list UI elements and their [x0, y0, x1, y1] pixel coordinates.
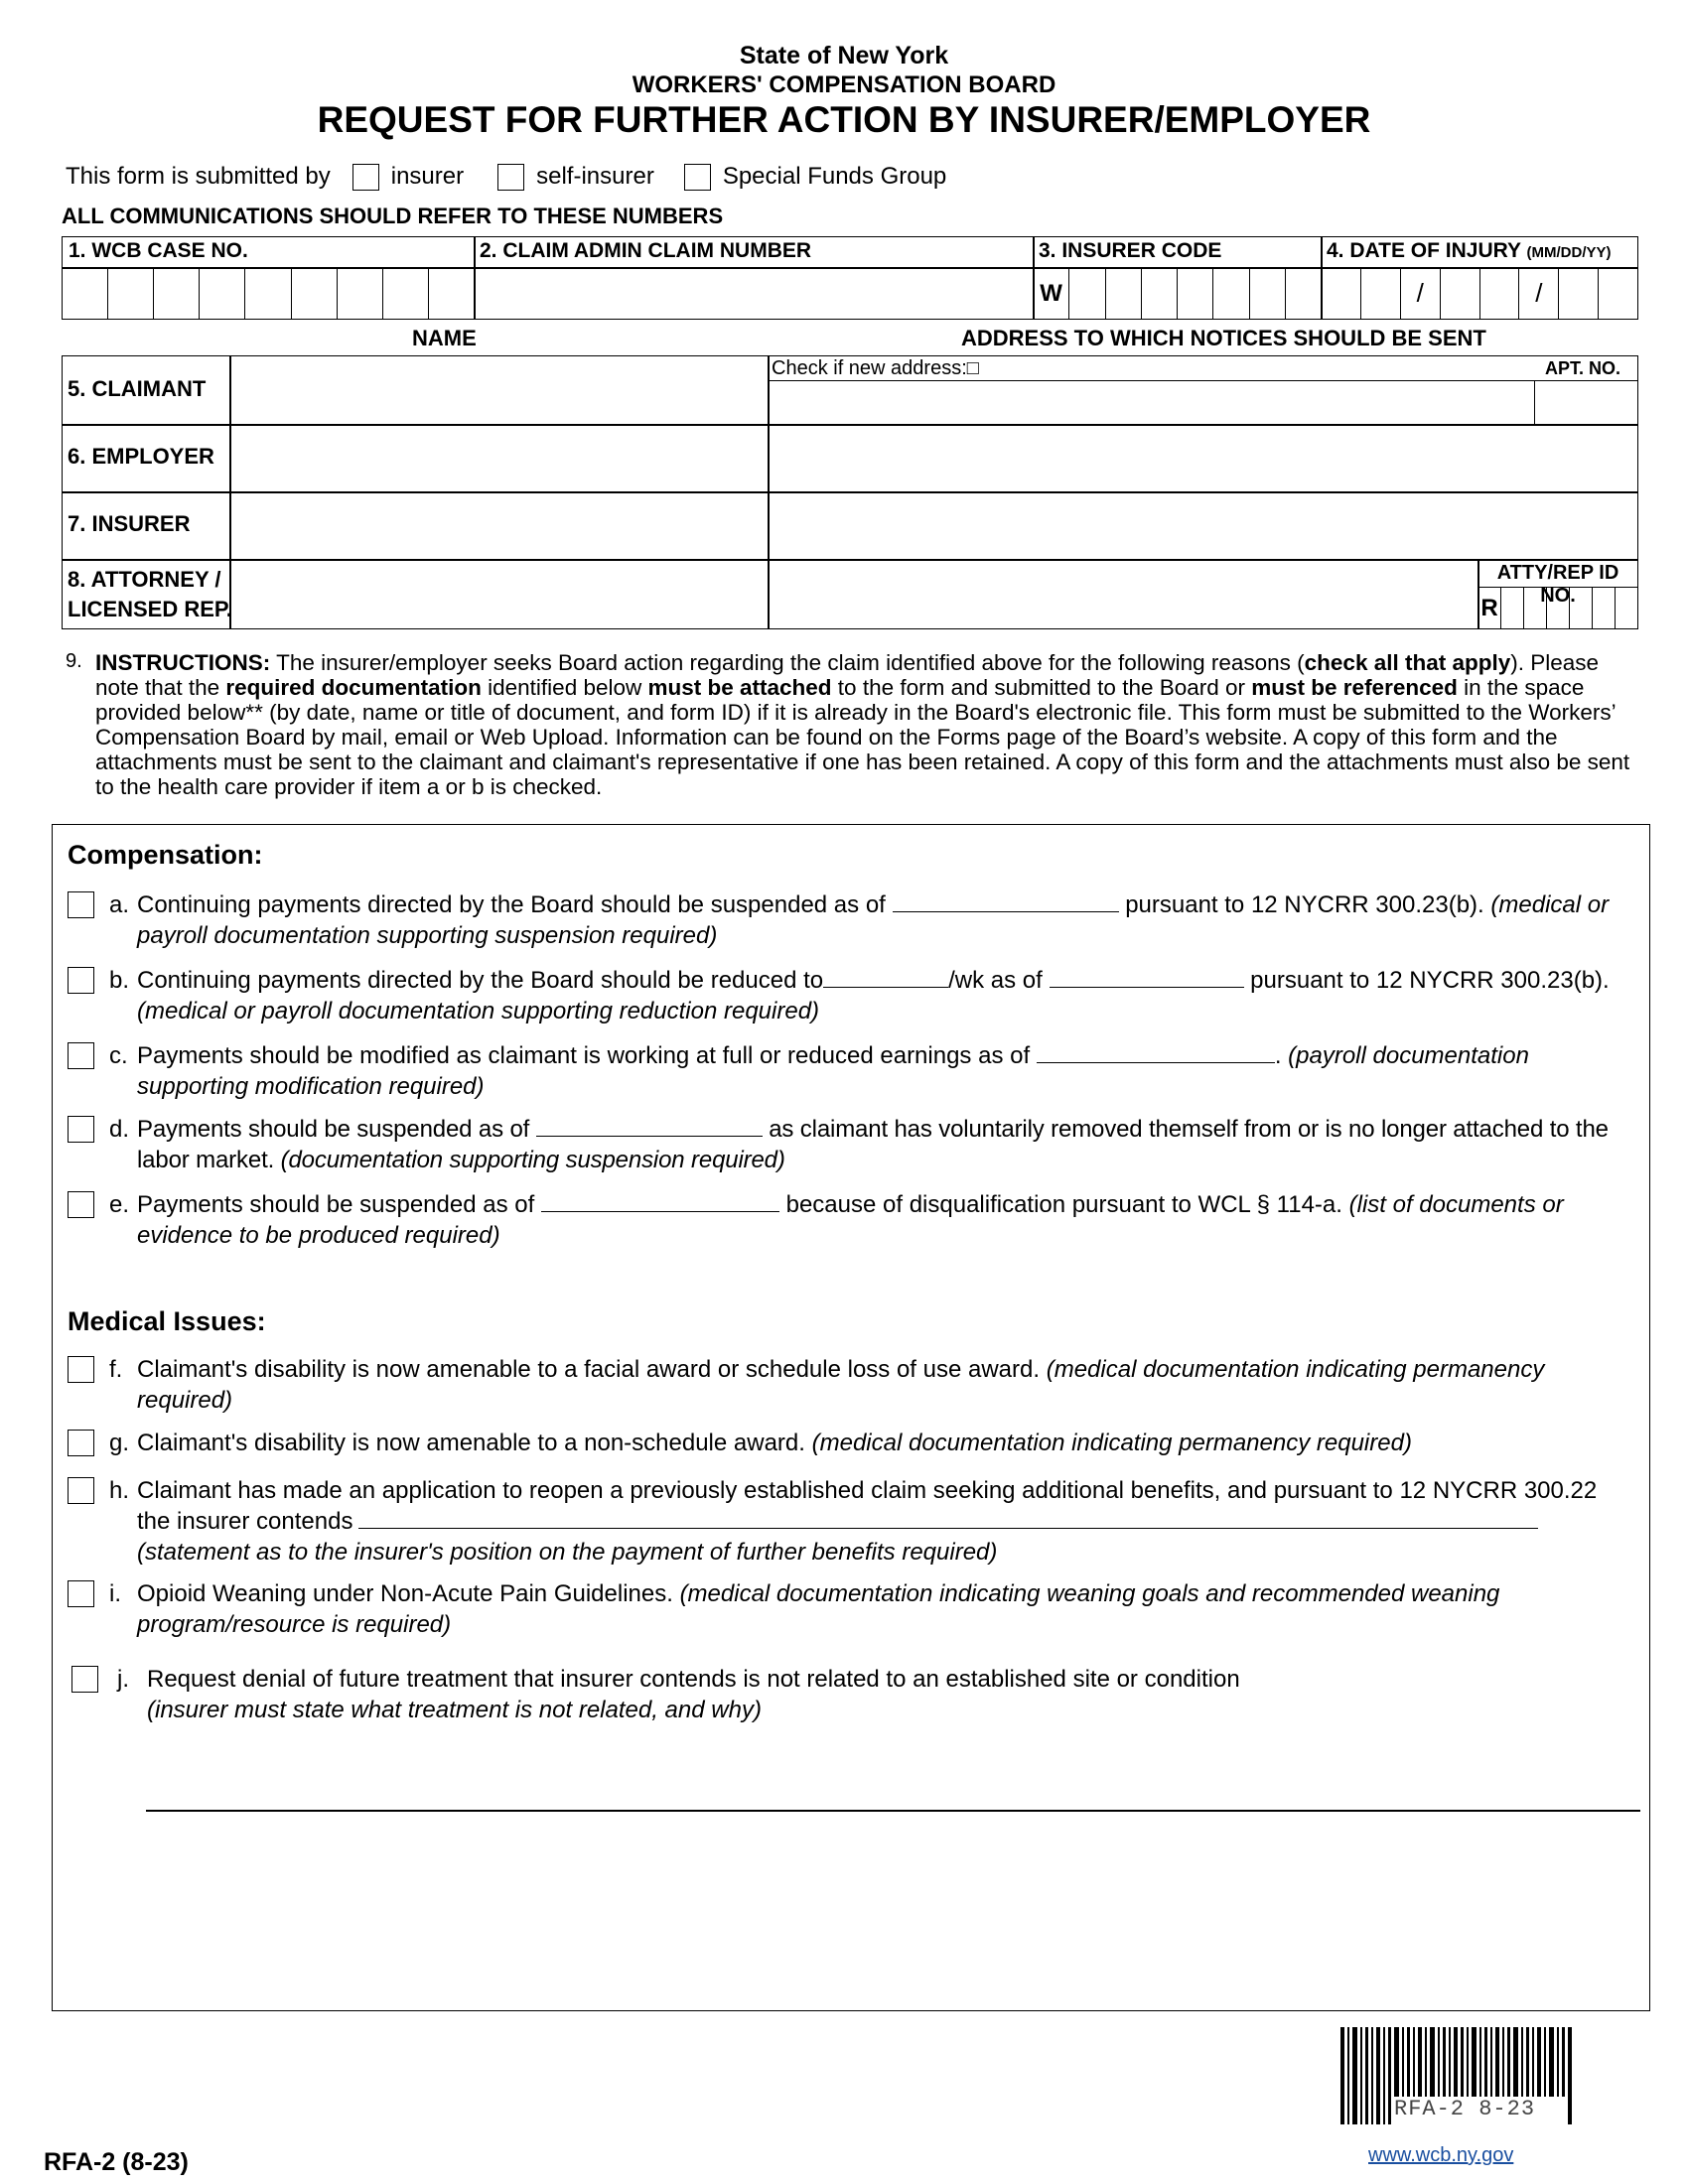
item-e: e. Payments should be suspended as of because of disqualification pursuant to WCL § 114-a. (list of documents or evidence to be produced required) — [68, 1189, 1636, 1255]
apt-no-label: APT. NO. — [1544, 358, 1620, 378]
name-header: NAME — [412, 326, 477, 350]
item-g-checkbox[interactable] — [68, 1430, 94, 1456]
item-b: b. Continuing payments directed by the Board should be reduced to /wk as of pursuant to 12 NYCRR 300.23(b). (medical or payroll documentation supporting reduction required) — [68, 965, 1636, 1030]
address-header: ADDRESS TO WHICH NOTICES SHOULD BE SENT — [961, 326, 1486, 350]
form-title: REQUEST FOR FURTHER ACTION BY INSURER/EMPLOYER — [317, 99, 1371, 140]
atty-id-prefix: R — [1478, 588, 1501, 628]
atty-id-label: ATTY/REP ID NO. — [1496, 562, 1619, 607]
instructions-text: INSTRUCTIONS: The insurer/employer seeks Board action regarding the claim identified above for the following reasons (check all that apply). Please note that the required documentation identified below must be attached to the form and submitted to the Board or must be referenced in the space provided below** (by date, name or title of document, and form ID) if it is already in the Board's electronic file. This form must be submitted to the Workers’ Compensation Board by mail, email or Web Upload. Information can be found on the Forms page of the Board’s website. A copy of this form and the attachments must be sent to the claimant and claimant's representative if one has been retained. A copy of this form and the attachments must also be sent to the health care provider if item a or b is checked. — [95, 650, 1630, 799]
item-f: f. Claimant's disability is now amenable to a facial award or schedule loss of use award. (medical documentation indicating permanency required) — [68, 1354, 1636, 1420]
item-g-letter: g. — [109, 1430, 130, 1456]
attorney-name-input[interactable] — [231, 561, 768, 628]
date-slash-1: / — [1401, 268, 1441, 319]
item-a-letter: a. — [109, 891, 130, 918]
item-b-amount-field[interactable] — [823, 967, 948, 988]
wcb-case-input[interactable] — [63, 268, 474, 319]
claimant-name-input[interactable] — [231, 356, 768, 424]
date-injury-label: 4. DATE OF INJURY (MM/DD/YY) — [1327, 239, 1612, 262]
wcb-case-label: 1. WCB CASE NO. — [69, 239, 248, 262]
submitted-by-row — [66, 163, 946, 191]
state-title: State of New York — [739, 42, 949, 69]
item-d: d. Payments should be suspended as of as claimant has voluntarily removed themself from or is no longer attached to the labor market. (documentation supporting suspension required) — [68, 1114, 1636, 1179]
claim-admin-label: 2. CLAIM ADMIN CLAIM NUMBER — [480, 239, 812, 262]
item-h-statement-field[interactable] — [358, 1508, 1538, 1529]
item-i: i. Opioid Weaning under Non-Acute Pain Guidelines. (medical documentation indicating weaning goals and recommended weaning program/resource is required) — [68, 1578, 1636, 1644]
employer-address-input[interactable] — [770, 426, 1637, 491]
claimant-address-input[interactable] — [769, 382, 1533, 422]
website-link[interactable]: www.wcb.ny.gov — [1368, 2144, 1514, 2166]
item-f-letter: f. — [109, 1356, 123, 1383]
claim-admin-input[interactable] — [476, 268, 1032, 319]
compensation-heading: Compensation: — [68, 840, 263, 870]
communications-note: ALL COMMUNICATIONS SHOULD REFER TO THESE NUMBERS — [62, 204, 724, 228]
item-c-checkbox[interactable] — [68, 1042, 94, 1069]
insurer-code-input[interactable] — [1034, 268, 1321, 319]
item-a-date-field[interactable] — [893, 891, 1119, 912]
barcode — [1338, 2027, 1575, 2124]
instructions-number: 9. — [66, 650, 82, 672]
new-address-checkbox[interactable]: Check if new address:□ — [772, 357, 979, 379]
atty-id-input[interactable] — [1478, 588, 1637, 628]
insurer-checkbox[interactable] — [352, 164, 379, 191]
item-f-checkbox[interactable] — [68, 1356, 94, 1383]
medical-heading: Medical Issues: — [68, 1306, 266, 1336]
self-insurer-checkbox[interactable] — [497, 164, 524, 191]
item-c: c. Payments should be modified as claimant is working at full or reduced earnings as of . (payroll documentation supporting modification required) — [68, 1040, 1636, 1106]
item-e-checkbox[interactable] — [68, 1191, 94, 1218]
attorney-label: 8. ATTORNEY / LICENSED REP. — [68, 567, 232, 621]
item-j: j. Request denial of future treatment that insurer contends is not related to an established site or condition (insurer must state what treatment is not related, and why) — [71, 1664, 1640, 1729]
submitted-by-label: This form is submitted by — [66, 163, 331, 190]
item-e-letter: e. — [109, 1191, 130, 1218]
item-d-checkbox[interactable] — [68, 1116, 94, 1143]
item-g: g. Claimant's disability is now amenable to a non-schedule award. (medical documentation indicating permanency required) — [68, 1428, 1636, 1461]
insurer-code-label: 3. INSURER CODE — [1039, 239, 1222, 262]
board-title: WORKERS' COMPENSATION BOARD — [632, 71, 1056, 98]
parties-box — [62, 355, 1638, 629]
barcode-text: RFA-2 8-23 — [1394, 2097, 1536, 2121]
item-j-checkbox[interactable] — [71, 1666, 98, 1693]
item-d-letter: d. — [109, 1116, 130, 1143]
form-id: RFA-2 (8-23) — [44, 2148, 189, 2176]
insurer-label: 7. INSURER — [68, 511, 191, 536]
item-c-letter: c. — [109, 1042, 128, 1069]
claimant-label: 5. CLAIMANT — [68, 376, 207, 401]
item-e-date-field[interactable] — [541, 1191, 779, 1212]
apt-no-input[interactable] — [1536, 382, 1635, 422]
item-j-explanation-field[interactable] — [146, 1810, 1640, 1812]
attorney-address-input[interactable] — [770, 561, 1477, 628]
special-funds-option-label: Special Funds Group — [722, 163, 947, 190]
item-a: a. Continuing payments directed by the Board should be suspended as of pursuant to 12 NYCRR 300.23(b). (medical or payroll documentation supporting suspension required) — [68, 889, 1636, 955]
insurer-address-input[interactable] — [770, 493, 1637, 559]
item-d-date-field[interactable] — [536, 1116, 763, 1137]
date-slash-2: / — [1519, 268, 1559, 319]
self-insurer-option-label: self-insurer — [536, 163, 654, 190]
item-h-letter: h. — [109, 1477, 130, 1504]
item-i-checkbox[interactable] — [68, 1580, 94, 1607]
special-funds-checkbox[interactable] — [684, 164, 711, 191]
date-injury-input[interactable] — [1322, 268, 1637, 319]
employer-label: 6. EMPLOYER — [68, 444, 214, 469]
item-b-letter: b. — [109, 967, 130, 994]
insurer-option-label: insurer — [390, 163, 465, 190]
insurer-name-input[interactable] — [231, 493, 768, 559]
item-h-checkbox[interactable] — [68, 1477, 94, 1504]
item-a-checkbox[interactable] — [68, 891, 94, 918]
item-h: h. Claimant has made an application to reopen a previously established claim seeking additional benefits, and pursuant to 12 NYCRR 300.22 the insurer contends (statement as to the insurer's position on the payment of further benefits required) — [68, 1475, 1636, 1570]
employer-name-input[interactable] — [231, 426, 768, 491]
item-b-checkbox[interactable] — [68, 967, 94, 994]
item-j-letter: j. — [117, 1666, 129, 1693]
id-numbers-box — [62, 236, 1638, 320]
insurer-code-prefix: W — [1034, 268, 1069, 319]
item-b-date-field[interactable] — [1050, 967, 1244, 988]
item-i-letter: i. — [109, 1580, 121, 1607]
item-c-date-field[interactable] — [1037, 1042, 1275, 1063]
